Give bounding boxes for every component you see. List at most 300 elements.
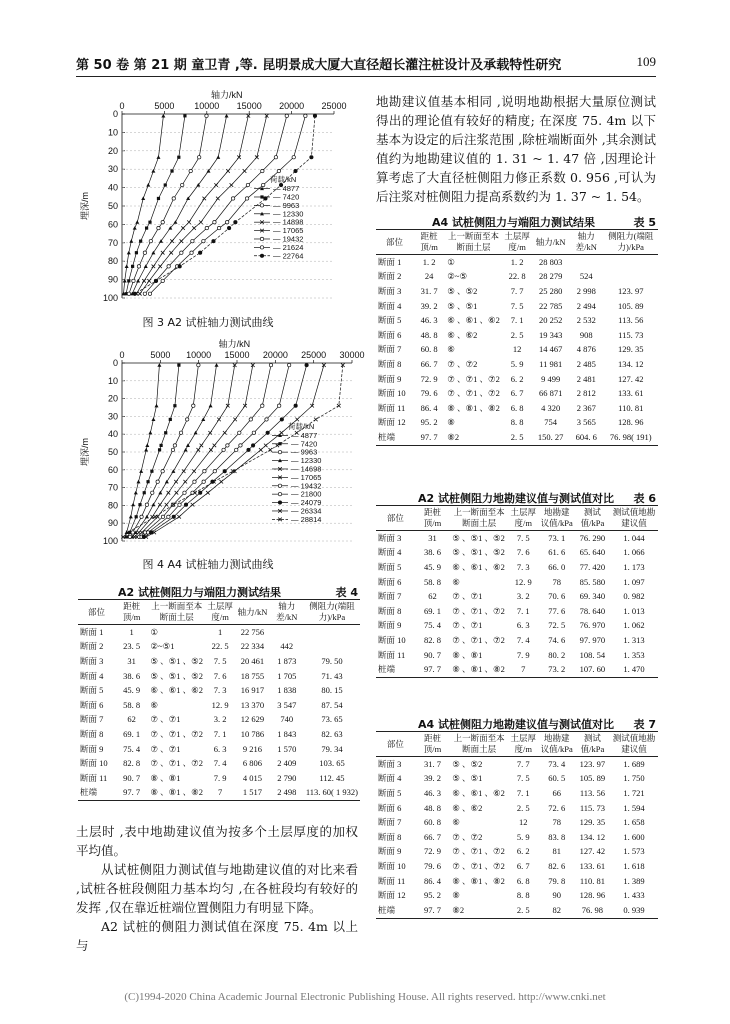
x-tick-label: 25000 — [321, 101, 347, 111]
table-5-number: 表 5 — [633, 216, 656, 229]
table-cell: 3. 2 — [516, 591, 530, 602]
table-cell: 20 461 — [240, 655, 265, 666]
data-point — [219, 480, 223, 484]
column-header: 上一断面至本断面土层 — [450, 732, 508, 757]
table-cell: 58. 8 — [123, 699, 141, 710]
table-cell: 7. 4 — [213, 758, 227, 769]
data-point — [171, 448, 174, 451]
table-5 — [376, 229, 658, 446]
left-paragraph-1: 土层时 ,表中地勘建议值为按多个土层厚度的加权平均值。 — [76, 824, 358, 858]
table-cell: 22. 5 — [211, 641, 229, 652]
column-header: 距桩顶/m — [415, 506, 451, 531]
x-tick-label: 0 — [119, 350, 125, 360]
table-cell: 0. 939 — [610, 903, 658, 918]
table-cell: 740 — [280, 714, 294, 725]
data-point — [226, 169, 230, 173]
table-cell: ⑤ 、⑤1 、⑤2 — [150, 655, 204, 666]
table-cell: ⑦ 、⑦1 、⑦2 — [447, 388, 500, 399]
table-row — [376, 648, 658, 663]
data-point — [157, 363, 161, 367]
table-cell: 62 — [127, 714, 136, 725]
data-point — [167, 265, 170, 268]
data-point — [261, 183, 264, 186]
table-cell: 31. 7 — [424, 758, 442, 769]
table-row — [78, 625, 360, 640]
table-cell: ⑧ 、⑧1 、⑧2 — [450, 662, 508, 677]
table-cell: ⑦ 、⑦1 、⑦2 — [447, 373, 500, 384]
x-tick-label: 10000 — [186, 350, 212, 360]
data-point — [146, 183, 150, 187]
table-cell: 4 015 — [242, 772, 263, 783]
data-point — [294, 404, 297, 407]
table-4-caption: A2 试桩侧阻力与端阻力测试结果 — [118, 586, 281, 599]
table-cell: 断面 6 — [378, 802, 402, 813]
data-point — [178, 503, 181, 506]
legend-label: — 7420 — [273, 192, 300, 202]
table-cell: 76. 290 — [579, 532, 606, 543]
table-cell: 1. 689 — [623, 758, 645, 769]
series-19432 — [143, 114, 288, 295]
data-point — [313, 114, 316, 117]
data-point — [135, 220, 139, 224]
data-point — [206, 491, 210, 495]
table-cell: 31 — [127, 655, 136, 666]
table-cell: 6. 8 — [516, 875, 530, 886]
data-point — [295, 418, 299, 422]
table-cell: 2 494 — [576, 300, 596, 311]
table-cell: 1. 594 — [623, 802, 645, 813]
data-point — [180, 251, 183, 254]
table-cell: ⑥ 、⑥1 、⑥2 — [452, 787, 505, 798]
data-point — [145, 226, 148, 229]
table-cell: 25 280 — [538, 285, 563, 296]
table-cell: 90 — [552, 890, 561, 901]
table-cell: 7. 5 — [213, 655, 227, 666]
table-cell: 16 917 — [240, 685, 265, 696]
table-cell: ②~⑤1 — [150, 641, 175, 652]
table-cell: 断面 10 — [378, 634, 406, 645]
table-cell: 46. 3 — [424, 787, 442, 798]
table-cell: 60. 5 — [548, 773, 566, 784]
table-cell: 断面 9 — [378, 620, 402, 631]
table-cell: 22 334 — [240, 641, 265, 652]
legend-label: — 21624 — [273, 242, 304, 252]
figure-3-caption: 图 3 A2 试桩轴力测试曲线 — [142, 316, 274, 329]
table-cell: 断面 5 — [378, 561, 402, 572]
data-point — [172, 515, 175, 518]
table-cell: 6. 8 — [510, 402, 524, 413]
data-point — [183, 480, 187, 484]
data-point — [197, 363, 200, 366]
table-cell: ① — [447, 256, 455, 267]
left-paragraph-3: A2 试桩的侧阻力测试值在深度 75. 4m 以上与 — [76, 919, 358, 953]
table-row — [376, 416, 658, 431]
table-cell: 断面 10 — [378, 860, 406, 871]
data-point — [143, 292, 146, 295]
data-point — [266, 431, 269, 434]
data-point — [192, 404, 195, 407]
y-tick-label: 30 — [107, 411, 118, 422]
data-point — [260, 204, 263, 207]
data-point — [214, 183, 218, 187]
data-point — [292, 156, 295, 159]
y-tick-label: 60 — [107, 464, 118, 475]
data-point — [131, 503, 135, 507]
y-tick-label: 100 — [102, 536, 118, 546]
y-tick-label: 90 — [107, 518, 118, 529]
column-header: 地勘建议值/kPa — [538, 732, 574, 757]
table-cell: 断面 1 — [80, 626, 104, 637]
table-cell: 86. 4 — [424, 875, 442, 886]
table-cell: ⑥ — [452, 817, 460, 828]
y-axis-label: 埋深/m — [80, 438, 90, 466]
table-cell: 107. 60 — [575, 662, 610, 677]
y-tick-label: 80 — [107, 256, 118, 267]
table-cell: 133. 61 — [617, 388, 644, 399]
data-point — [191, 239, 194, 242]
data-point — [278, 442, 281, 445]
table-cell: ⑦ 、⑦1 、⑦2 — [452, 605, 505, 616]
table-cell: 断面 7 — [80, 714, 104, 725]
table-cell: 69. 1 — [123, 728, 141, 739]
table-cell: 128. 96 — [579, 890, 606, 901]
data-point — [196, 448, 200, 452]
table-cell: 1 517 — [235, 786, 270, 801]
table-cell: 82 — [538, 903, 574, 918]
table-cell: 78 — [552, 817, 561, 828]
data-point — [138, 503, 141, 506]
data-point — [216, 155, 220, 159]
data-point — [181, 226, 185, 230]
table-cell: 18 755 — [240, 670, 265, 681]
x-tick-label: 5000 — [150, 350, 171, 360]
data-point — [184, 448, 188, 452]
series-17065 — [138, 114, 269, 296]
table-cell: 108. 54 — [579, 649, 606, 660]
x-tick-label: 15000 — [224, 350, 250, 360]
table-cell: 60. 8 — [420, 344, 438, 355]
table-cell: 12. 9 — [211, 699, 229, 710]
table-cell: 97. 970 — [579, 634, 606, 645]
x-tick-label: 15000 — [236, 101, 262, 111]
table-6-number: 表 6 — [633, 492, 656, 505]
table-row — [376, 662, 658, 677]
table-cell: 76. 98 — [575, 903, 610, 918]
y-tick-label: 0 — [112, 109, 118, 119]
table-row — [376, 604, 658, 619]
x-axis-label: 轴力/kN — [218, 339, 251, 349]
table-cell: 123. 97 — [617, 285, 644, 296]
table-cell: 2 790 — [277, 772, 297, 783]
data-point — [170, 239, 174, 243]
table-cell: 1. 750 — [623, 773, 645, 784]
table-cell: 桩端 — [376, 662, 415, 677]
data-point — [170, 169, 173, 172]
table-row — [376, 633, 658, 648]
table-cell: 断面 7 — [378, 591, 402, 602]
table-cell: 桩端 — [78, 786, 115, 801]
legend-label: — 19432 — [291, 481, 322, 491]
data-point — [230, 183, 234, 187]
legend-label: — 22764 — [273, 251, 304, 261]
data-point — [174, 480, 178, 484]
x-tick-label: 30000 — [339, 350, 365, 360]
data-point — [233, 418, 237, 422]
column-header: 轴力差/kN — [569, 230, 603, 255]
table-cell: 77. 6 — [548, 605, 566, 616]
data-point — [217, 226, 220, 229]
data-point — [225, 220, 228, 223]
table-cell: 断面 7 — [378, 817, 402, 828]
table-row — [78, 698, 360, 713]
data-point — [294, 169, 297, 172]
column-header: 轴力差/kN — [270, 600, 304, 625]
data-point — [186, 443, 190, 447]
table-row — [376, 401, 658, 416]
column-header: 侧阻力(端阻力)/kPa — [304, 600, 360, 625]
table-cell: 31 — [428, 532, 437, 543]
table-cell: 6. 2 — [516, 846, 530, 857]
table-cell: 82. 8 — [424, 634, 442, 645]
table-cell: 150. 27 — [532, 430, 569, 445]
running-title: 第 50 卷 第 21 期 童卫青 ,等. 昆明景成大厦大直径超长灌注桩设计及承载特性研究 — [76, 58, 562, 73]
table-cell: 1. 658 — [623, 817, 645, 828]
y-axis-label: 埋深/m — [80, 192, 90, 220]
data-point — [177, 156, 180, 159]
table-cell: 1. 721 — [623, 787, 645, 798]
table-row — [78, 669, 360, 684]
table-cell: 71. 43 — [321, 670, 343, 681]
copyright-footer: (C)1994-2020 China Academic Journal Electronic Publishing House. All rights reserved. http://www.cnki.net — [124, 991, 606, 1003]
data-point — [235, 448, 238, 451]
table-cell: 105. 89 — [579, 773, 606, 784]
column-header: 距桩顶/m — [415, 732, 451, 757]
data-point — [243, 169, 247, 173]
x-tick-label: 20000 — [262, 350, 288, 360]
data-point — [213, 220, 216, 223]
series-line — [124, 116, 164, 294]
data-point — [260, 195, 263, 198]
series-4877 — [123, 363, 161, 538]
table-row — [376, 801, 658, 816]
table-cell: 1. 062 — [623, 620, 645, 631]
table-cell: 48. 8 — [420, 329, 438, 340]
table-4-number: 表 4 — [335, 586, 358, 599]
data-point — [164, 431, 167, 434]
column-header: 土层厚度/m — [502, 230, 532, 255]
table-cell — [270, 625, 304, 640]
table-cell: 2. 5 — [502, 430, 532, 445]
table-cell: 31. 7 — [420, 285, 438, 296]
data-point — [197, 156, 200, 159]
table-cell: 45. 9 — [424, 561, 442, 572]
table-cell: 1. 097 — [623, 576, 645, 587]
data-point — [261, 404, 264, 407]
table-cell: 断面 5 — [378, 315, 402, 326]
table-cell: ⑥ — [452, 576, 460, 587]
data-point — [143, 251, 146, 254]
table-cell — [304, 640, 360, 655]
table-cell: 断面 4 — [80, 670, 104, 681]
table-cell: 7. 7 — [516, 758, 530, 769]
table-cell: 1. 313 — [623, 634, 645, 645]
table-cell: 112. 45 — [319, 772, 345, 783]
table-cell: 20 252 — [538, 315, 563, 326]
table-cell: 断面 11 — [378, 402, 406, 413]
table-cell: 79. 8 — [548, 875, 566, 886]
table-cell: 83. 8 — [548, 831, 566, 842]
data-point — [209, 404, 213, 408]
table-cell: ⑧ — [447, 417, 455, 428]
data-point — [150, 470, 153, 473]
table-cell: 22 785 — [538, 300, 563, 311]
table-cell: 1. 600 — [623, 831, 645, 842]
series-9963 — [128, 363, 200, 538]
data-point — [249, 418, 252, 421]
y-tick-label: 100 — [102, 293, 118, 303]
data-point — [127, 279, 130, 282]
data-point — [310, 156, 313, 159]
table-cell: 1. 2 — [510, 256, 524, 267]
table-cell: 断面 5 — [80, 685, 104, 696]
table-row — [376, 560, 658, 575]
table-cell: 129. 35 — [617, 344, 644, 355]
data-point — [280, 418, 283, 421]
table-cell: 72. 9 — [424, 846, 442, 857]
table-cell: ⑥ 、⑥1 、⑥2 — [150, 685, 204, 696]
data-point — [147, 279, 151, 283]
table-cell: 7. 1 — [516, 787, 530, 798]
data-point — [223, 470, 226, 473]
table-cell: 断面 2 — [80, 641, 104, 652]
data-point — [146, 480, 149, 483]
table-row — [376, 815, 658, 830]
data-point — [185, 418, 188, 421]
table-cell: 1. 470 — [610, 662, 658, 677]
data-point — [127, 292, 130, 295]
series-9963 — [127, 114, 208, 295]
table-cell: 1. 044 — [623, 532, 645, 543]
table-cell: 断面 3 — [378, 532, 402, 543]
table-cell: ⑥ — [447, 344, 455, 355]
table-cell: 7. 7 — [510, 285, 524, 296]
table-row — [78, 713, 360, 728]
data-point — [322, 363, 326, 367]
data-point — [269, 363, 272, 366]
data-point — [145, 515, 149, 519]
legend-label: — 26334 — [291, 506, 322, 516]
data-point — [213, 470, 216, 473]
data-point — [132, 279, 135, 282]
data-point — [260, 237, 263, 240]
table-cell: 127. 42 — [617, 373, 644, 384]
table-cell: 66. 7 — [420, 358, 438, 369]
legend-title: 荷载/kN — [270, 175, 297, 185]
table-cell: 12 — [512, 344, 522, 355]
data-point — [277, 169, 280, 172]
data-point — [278, 450, 281, 453]
table-cell: 断面 8 — [378, 831, 402, 842]
table-row — [78, 683, 360, 698]
y-tick-label: 40 — [107, 182, 118, 193]
table-cell: ⑦ 、⑦1 、⑦2 — [452, 860, 505, 871]
table-cell: 48. 8 — [424, 802, 442, 813]
table-cell: 7. 1 — [510, 315, 524, 326]
data-point — [138, 292, 142, 296]
table-cell: 断面 12 — [378, 417, 406, 428]
right-intro-text: 地勘建议值基本相同 ,说明地勘根据大量原位测试得出的理论值有较好的精度; 在深度 75. 4m 以下基本为设定的后注浆范围 ,除桩端断面外 ,其余测试值约为地勘建议值的 1. 31 ~ 1. 47 倍 ,因理论计算考虑了大直径桩侧阻力修正系数 0. 956 ,可认为后注浆对桩侧阻力提高系数约为 1. 37 ~ 1. 54。 — [376, 94, 656, 204]
data-point — [265, 418, 268, 421]
data-point — [213, 444, 217, 448]
y-tick-label: 50 — [107, 201, 118, 211]
table-cell: 7 — [508, 662, 538, 677]
table-cell: 82. 6 — [548, 860, 566, 871]
table-cell: 524 — [579, 271, 593, 282]
data-point — [199, 220, 203, 224]
table-row — [376, 888, 658, 903]
table-cell: 72. 5 — [548, 620, 566, 631]
table-cell: 5. 9 — [510, 358, 524, 369]
data-point — [268, 448, 272, 452]
table-row — [376, 372, 658, 387]
table-7-caption: A4 试桩侧阻力地勘建议值与测试值对比 — [418, 718, 614, 731]
data-point — [137, 265, 140, 268]
table-row — [376, 830, 658, 845]
data-point — [180, 239, 184, 243]
column-header: 上一断面至本断面土层 — [148, 600, 205, 625]
table-row — [376, 531, 658, 546]
data-point — [133, 292, 136, 295]
left-paragraph-2: 从试桩侧阻力测试值与地勘建议值的对比来看 ,试桩各桩段侧阻力基本均匀 ,在各桩段均有较好的发挥 ,仅在靠近桩端位置侧阻力有明显下降。 — [76, 862, 358, 915]
data-point — [148, 221, 151, 224]
data-point — [155, 404, 159, 408]
data-point — [202, 239, 205, 242]
data-point — [152, 265, 156, 269]
table-cell: 4 320 — [541, 402, 561, 413]
table-cell: 60. 8 — [424, 817, 442, 828]
table-cell: 断面 6 — [80, 699, 104, 710]
data-point — [278, 492, 281, 495]
table-cell: 134. 12 — [579, 831, 606, 842]
table-cell: ⑦ 、⑦1 、⑦2 — [452, 634, 505, 645]
table-cell: 1 — [129, 626, 134, 637]
data-point — [149, 239, 152, 242]
table-cell: ⑦ 、⑦1 — [452, 591, 483, 602]
table-cell: 604. 6 — [569, 430, 603, 445]
column-header: 地勘建议值/kPa — [538, 506, 574, 531]
y-tick-label: 50 — [107, 447, 118, 457]
table-cell: 19 343 — [538, 329, 563, 340]
data-point — [252, 431, 255, 434]
table-cell: 7. 3 — [213, 685, 227, 696]
table-cell: 7. 1 — [516, 605, 530, 616]
data-point — [131, 265, 134, 268]
table-7 — [376, 731, 658, 919]
table-cell: 7. 5 — [510, 300, 524, 311]
table-cell: 72. 9 — [420, 373, 438, 384]
table-cell: 70. 6 — [548, 591, 566, 602]
column-header: 侧阻力(端阻力)/kPa — [603, 230, 658, 255]
data-point — [205, 114, 208, 117]
data-point — [200, 444, 204, 448]
column-header: 轴力/kN — [235, 600, 270, 625]
data-point — [231, 197, 234, 200]
table-cell: 78. 640 — [579, 605, 606, 616]
table-row — [376, 357, 658, 372]
table-cell: ⑥ — [150, 699, 159, 710]
data-point — [264, 444, 268, 448]
y-tick-label: 70 — [107, 482, 118, 493]
